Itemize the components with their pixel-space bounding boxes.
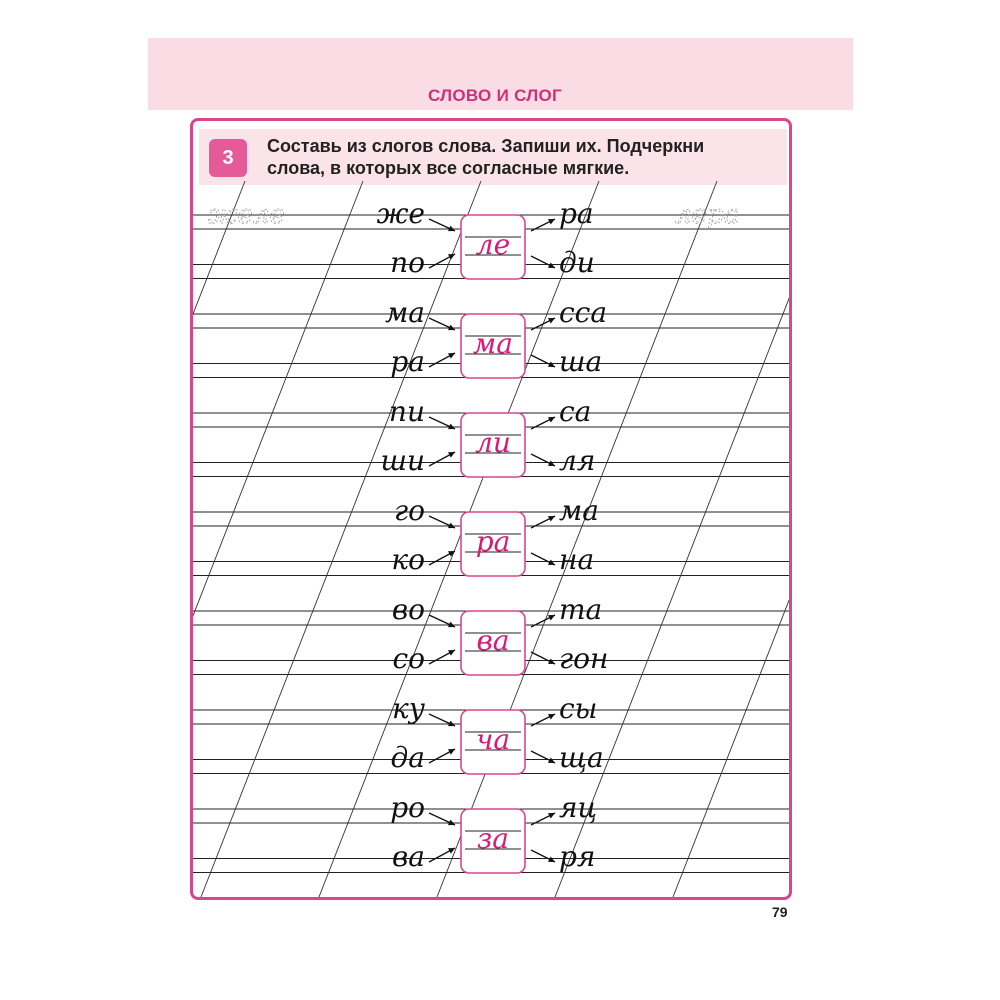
syllable-center: ва [476,624,510,657]
slant-line [193,181,245,897]
exercise-rows [377,197,609,873]
syllable-left-top: ку [392,692,425,725]
syllable-left-bottom: ра [390,345,425,378]
syllable-right-bottom: ща [559,741,604,774]
syllable-left-bottom: ши [380,444,425,477]
syllable-right-bottom: на [559,543,595,576]
syllable-right-top: яц [559,791,598,824]
syllable-left-bottom: да [390,741,425,774]
syllable-right-bottom: ля [559,444,596,477]
syllable-right-top: та [559,593,603,626]
section-title: СЛОВО И СЛОГ [428,86,562,105]
exercise-row [380,395,595,477]
handwriting-worksheet [193,121,789,897]
exercise-row [377,197,595,279]
syllable-right-bottom: ди [559,246,595,279]
syllable-right-top: са [559,395,592,428]
sample-word-right: лера [675,200,740,230]
syllable-left-bottom: по [390,246,425,279]
exercise-frame [190,118,792,900]
syllable-left-bottom: ва [392,840,425,873]
task-number-badge: 3 [209,139,247,177]
syllable-center: ма [473,327,513,360]
exercise-row [391,692,604,774]
syllable-left-top: ро [390,791,425,824]
syllable-center: ли [475,426,511,459]
syllable-center: ча [475,723,511,756]
exercise-row [391,494,599,576]
syllable-left-top: го [393,494,425,527]
syllable-left-bottom: со [392,642,425,675]
syllable-right-bottom: гон [559,642,609,675]
instruction-line-2: слова, в которых все согласные мягкие. [267,158,630,178]
exercise-row [385,296,607,378]
slant-line [193,181,363,897]
page-number: 79 [772,904,788,920]
syllable-right-bottom: ря [559,840,596,873]
syllable-left-top: пи [388,395,425,428]
slant-line [319,181,599,897]
syllable-center: ле [475,228,511,261]
slant-line [673,181,789,897]
syllable-right-top: ма [559,494,599,527]
slant-line [555,181,789,897]
syllable-right-top: сса [559,296,608,329]
syllable-right-bottom: ша [559,345,603,378]
syllable-right-top: ра [559,197,594,230]
syllable-right-top: сы [559,692,598,725]
exercise-row [392,593,609,675]
syllable-center: за [477,822,509,855]
syllable-center: ра [475,525,511,558]
slant-line [201,181,481,897]
exercise-row [390,791,597,873]
syllable-left-top: ма [385,296,425,329]
sample-word-left: желе [208,200,285,230]
instruction-line-1: Составь из слогов слова. Запиши их. Подчеркни [267,136,705,156]
syllable-left-top: во [391,593,425,626]
syllable-left-top: же [376,197,425,230]
syllable-left-bottom: ко [391,543,425,576]
